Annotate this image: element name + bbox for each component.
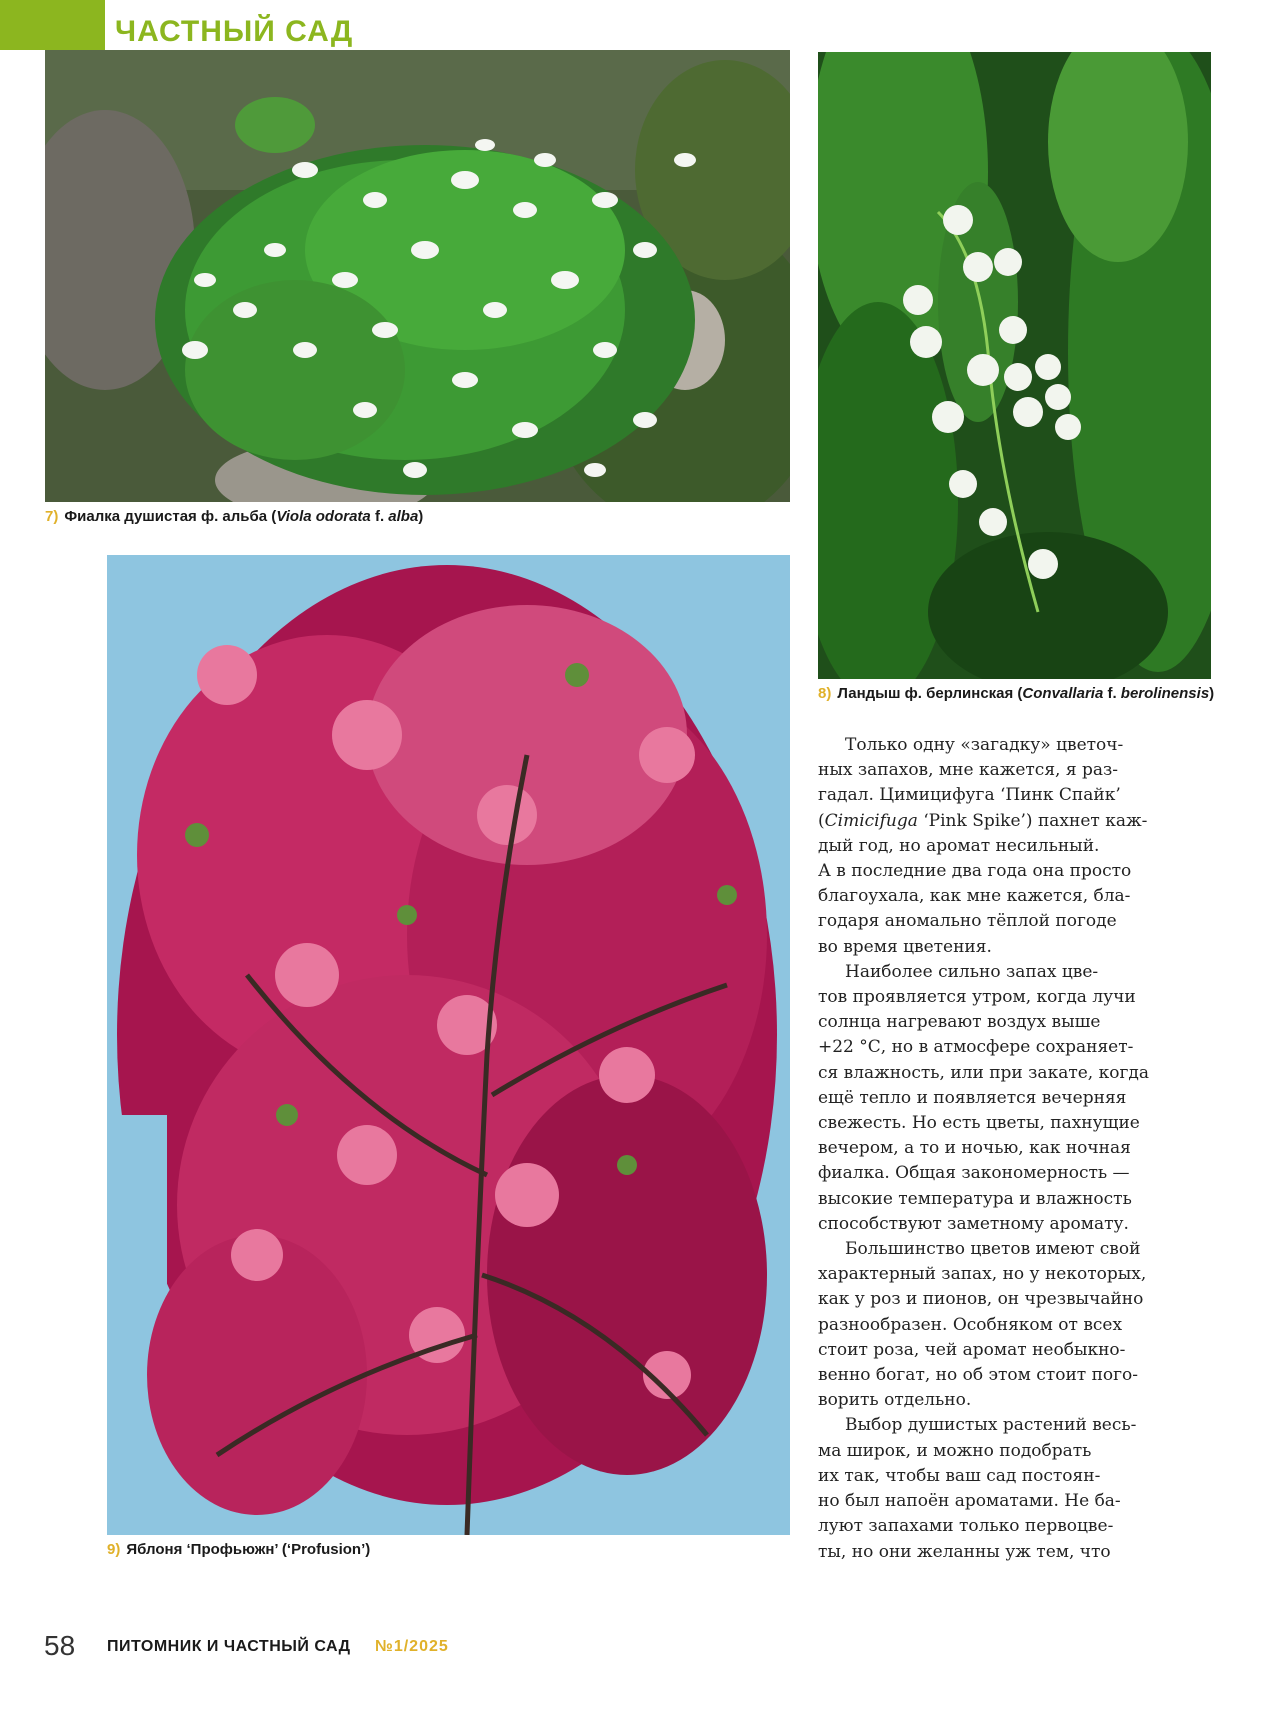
text-line: стоит роза, чей аромат необыкно- [818,1339,1126,1360]
text-line: солнца нагревают воздух выше [818,1012,1101,1033]
section-color-bar [0,0,105,50]
page-number: 58 [44,1630,76,1661]
text-line: способствуют заметному аромату. [818,1213,1129,1234]
text-line: благоухала, как мне кажется, бла- [818,886,1131,907]
text-line: Наиболее сильно запах цве- [845,961,1099,982]
text-line: дый год, но аромат несильный. [818,835,1100,856]
caption-lily-of-the-valley: 8) Ландыш ф. берлинская (Convallaria f. berolinensis) [818,685,1215,702]
text-line: вечером, а то и ночью, как ночная [818,1138,1131,1159]
text-line: свежесть. Но есть цветы, пахнущие [818,1113,1140,1134]
text-line: гадал. Цимицифуга ‘Пинк Спайк’ [818,785,1121,806]
photo-violet [45,50,790,502]
text-line: А в последние два года она просто [818,861,1132,882]
text-line: ещё тепло и появляется вечерняя [818,1087,1127,1108]
text-line: ворить отдельно. [818,1390,972,1411]
text-line: Только одну «загадку» цветоч- [845,735,1124,755]
text-line: годаря аномально тёплой погоде [818,911,1117,932]
text-line: фиалка. Общая закономерность — [818,1163,1130,1184]
text-line: (Cimicifuga ‘Pink Spike’) пахнет каж- [818,810,1148,831]
issue-number: №1/2025 [375,1638,449,1655]
paragraph-2 [818,960,1149,1237]
text-line: +22 °С, но в атмосфере сохраняет- [818,1037,1134,1058]
text-line: во время цветения. [818,936,992,957]
section-title: ЧАСТНЫЙ САД [115,15,354,48]
caption-violet: 7) Фиалка душистая ф. альба (Viola odorata f. alba) [45,508,424,525]
text-line: но был напоён ароматами. Не ба- [818,1491,1121,1512]
text-line: ных запахов, мне кажется, я раз- [818,760,1119,781]
caption-crabapple: 9) Яблоня ‘Профьюжн’ (‘Profusion’) [107,1541,371,1558]
text-line: разнообразен. Особняком от всех [818,1314,1123,1335]
text-line: как у роз и пионов, он чрезвычайно [818,1289,1144,1310]
text-line: луют запахами только первоцве- [818,1516,1114,1537]
text-line: характерный запах, но у некоторых, [818,1264,1147,1285]
text-line: Большинство цветов имеют свой [845,1239,1141,1260]
text-line: ты, но они желанны уж тем, что [818,1541,1111,1562]
text-line: ма широк, и можно подобрать [818,1440,1092,1461]
paragraph-1 [818,733,1148,960]
magazine-name: ПИТОМНИК И ЧАСТНЫЙ САД [107,1638,351,1655]
text-line: Выбор душистых растений весь- [845,1415,1137,1436]
text-line: высокие температура и влажность [818,1188,1132,1209]
text-line: ся влажность, или при закате, когда [818,1062,1149,1083]
paragraph-4 [818,1413,1143,1564]
text-line: их так, чтобы ваш сад постоян- [818,1465,1101,1486]
text-line: венно богат, но об этом стоит пого- [818,1365,1139,1386]
paragraph-3 [818,1237,1147,1413]
text-line: тов проявляется утром, когда лучи [818,987,1136,1008]
article-body [818,733,1149,1565]
photo-lily-of-the-valley [818,52,1211,679]
photo-crabapple [107,555,790,1535]
